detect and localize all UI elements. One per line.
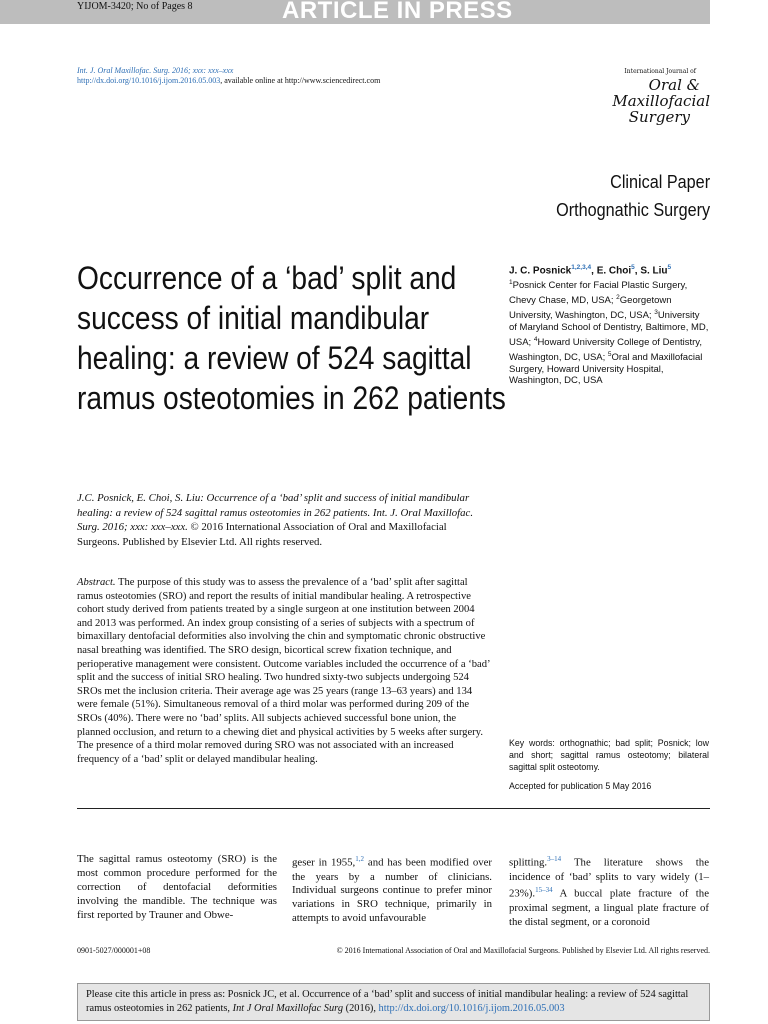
- logo-line2: Maxillofacial: [612, 92, 710, 110]
- journal-logo: [600, 68, 710, 125]
- author-names: J. C. Posnick$^{1,2,3,4}$, E. Choi$^5$, S. Liu$^5$: [509, 264, 672, 277]
- logo-line1: Oral &: [648, 76, 700, 94]
- abstract: [77, 576, 492, 766]
- keywords: Key words: orthognathic; bad split; Posnick; low and short; sagittal ramus osteotomy; bilateral sagittal split osteotomy.: [509, 738, 709, 772]
- reference-link[interactable]: 1,2: [355, 855, 365, 863]
- section-divider: [77, 808, 710, 809]
- journal-citation-line: Int. J. Oral Maxillofac. Surg. 2016; xxx: xxx–xxx: [77, 66, 234, 75]
- abstract-label: Abstract.: [77, 577, 116, 588]
- available-online: , available online at http://www.sciencedirect.com: [220, 76, 381, 85]
- paper-type: [556, 168, 710, 224]
- cite-doi-link[interactable]: http://dx.doi.org/10.1016/j.ijom.2016.05.003: [378, 1003, 565, 1014]
- body-column-2: geser in 1955,$^{1,2}$ and has been modified over the years by a number of clinicians. Individual surgeons continue to prefer minor variations in SRO technique, primarily in attempts to avoid unfavourable: [292, 855, 492, 925]
- cite-box: Please cite this article in press as: Posnick JC, et al. Occurrence of a ‘bad’ split and success of initial mandibular healing: a review of 524 sagittal ramus osteotomies in 262 patients, Int J Oral Maxillofac Surg (2016), http://dx.doi.org/10.1016/j.ijom.2016.05.003: [77, 983, 710, 1021]
- journal-reference: [77, 66, 380, 86]
- citation-text: J.C. Posnick, E. Choi, S. Liu: Occurrence of a ‘bad’ split and success of initial mandibular healing: a review of 524 sagittal ramus osteotomies in 262 patients. Int. J. Oral Maxillofac. Surg. 2016; xxx: xxx–xxx. © 2016 International Association of Oral and Maxillofacial Surgeons. Published by Elsevier Ltd. All rights reserved.: [77, 492, 474, 548]
- abstract-text: The purpose of this study was to assess the prevalence of a ‘bad’ split after sagittal ramus osteotomies (SRO) and report the results of initial mandibular healing. A retrospective cohort study derived from patients treated by a single surgeon at one institution between 2004 and 2013 was performed. An index group consisting of a series of subjects with a spectrum of bimaxillary dentofacial deformities also involving the chin and symptomatic chronic obstructive nasal breathing was identified. The SRO design, bicortical screw fixation technique, and perioperative management were consistent. Outcome variables included the occurrence of a ‘bad’ split and the success of initial SRO healing. Two hundred sixty-two subjects undergoing 524 SROs met the inclusion criteria. Their average age was 25 years (range 13–63 years) and 134 were female (51%). Simultaneous removal of a third molar was performed during 209 of the SROs (40%). There were no ‘bad’ splits. All subjects achieved successful bone union, the planned occlusion, and return to a chewing diet and physical activities by 5 weeks after surgery. The presence of a third molar removed during SRO was not associated with an increased frequency of a ‘bad’ split or delayed mandibular healing.: [77, 577, 490, 765]
- reference-link[interactable]: 15–34: [535, 886, 553, 895]
- authors-block: [509, 262, 709, 387]
- article-in-press-banner: ARTICLE IN PRESS: [282, 0, 513, 24]
- reference-link[interactable]: 3–14: [547, 855, 562, 863]
- body-column-3: splitting.$^{3-14}$ The literature shows the incidence of ‘bad’ splits to vary widely (1–23%).$^{15-34}$ A buccal plate fracture of the proximal segment, a lingual plate fracture of the distal segment, or a coronoid: [509, 855, 709, 928]
- top-banner: [0, 0, 710, 24]
- affiliations: $^1$Posnick Center for Facial Plastic Surgery, Chevy Chase, MD, USA; $^2$Georgetown University, Washington, DC, USA; $^3$University of Maryland School of Dentistry, Baltimore, MD, USA; $^4$Howard University College of Dentistry, Washington, DC, USA; $^5$Oral and Maxillofacial Surgery, Howard University Hospital, Washington, DC, USA: [509, 279, 709, 387]
- paper-type-line2: Orthognathic Surgery: [556, 200, 710, 220]
- logo-small-text: International Journal of: [624, 68, 696, 75]
- doi-link[interactable]: http://dx.doi.org/10.1016/j.ijom.2016.05.003: [77, 76, 221, 85]
- accepted-date: Accepted for publication 5 May 2016: [509, 781, 652, 791]
- body-column-1: The sagittal ramus osteotomy (SRO) is the most common procedure performed for the correction of dentofacial deformities involving the mandible. The technique was first reported by Trauner and Obwe-: [77, 853, 277, 921]
- footer-copyright: © 2016 International Association of Oral and Maxillofacial Surgeons. Published by Elsevier Ltd. All rights reserved.: [336, 946, 710, 955]
- article-title: Occurrence of a ‘bad’ split and success of initial mandibular healing: a review of 524 sagittal ramus osteotomies in 262 patients: [77, 260, 506, 416]
- logo-line3: Surgery: [628, 108, 690, 126]
- paper-type-line1: Clinical Paper: [610, 172, 710, 192]
- footer-issn: 0901-5027/000001+08: [77, 946, 151, 955]
- article-ref: YIJOM-3420; No of Pages 8: [77, 1, 193, 12]
